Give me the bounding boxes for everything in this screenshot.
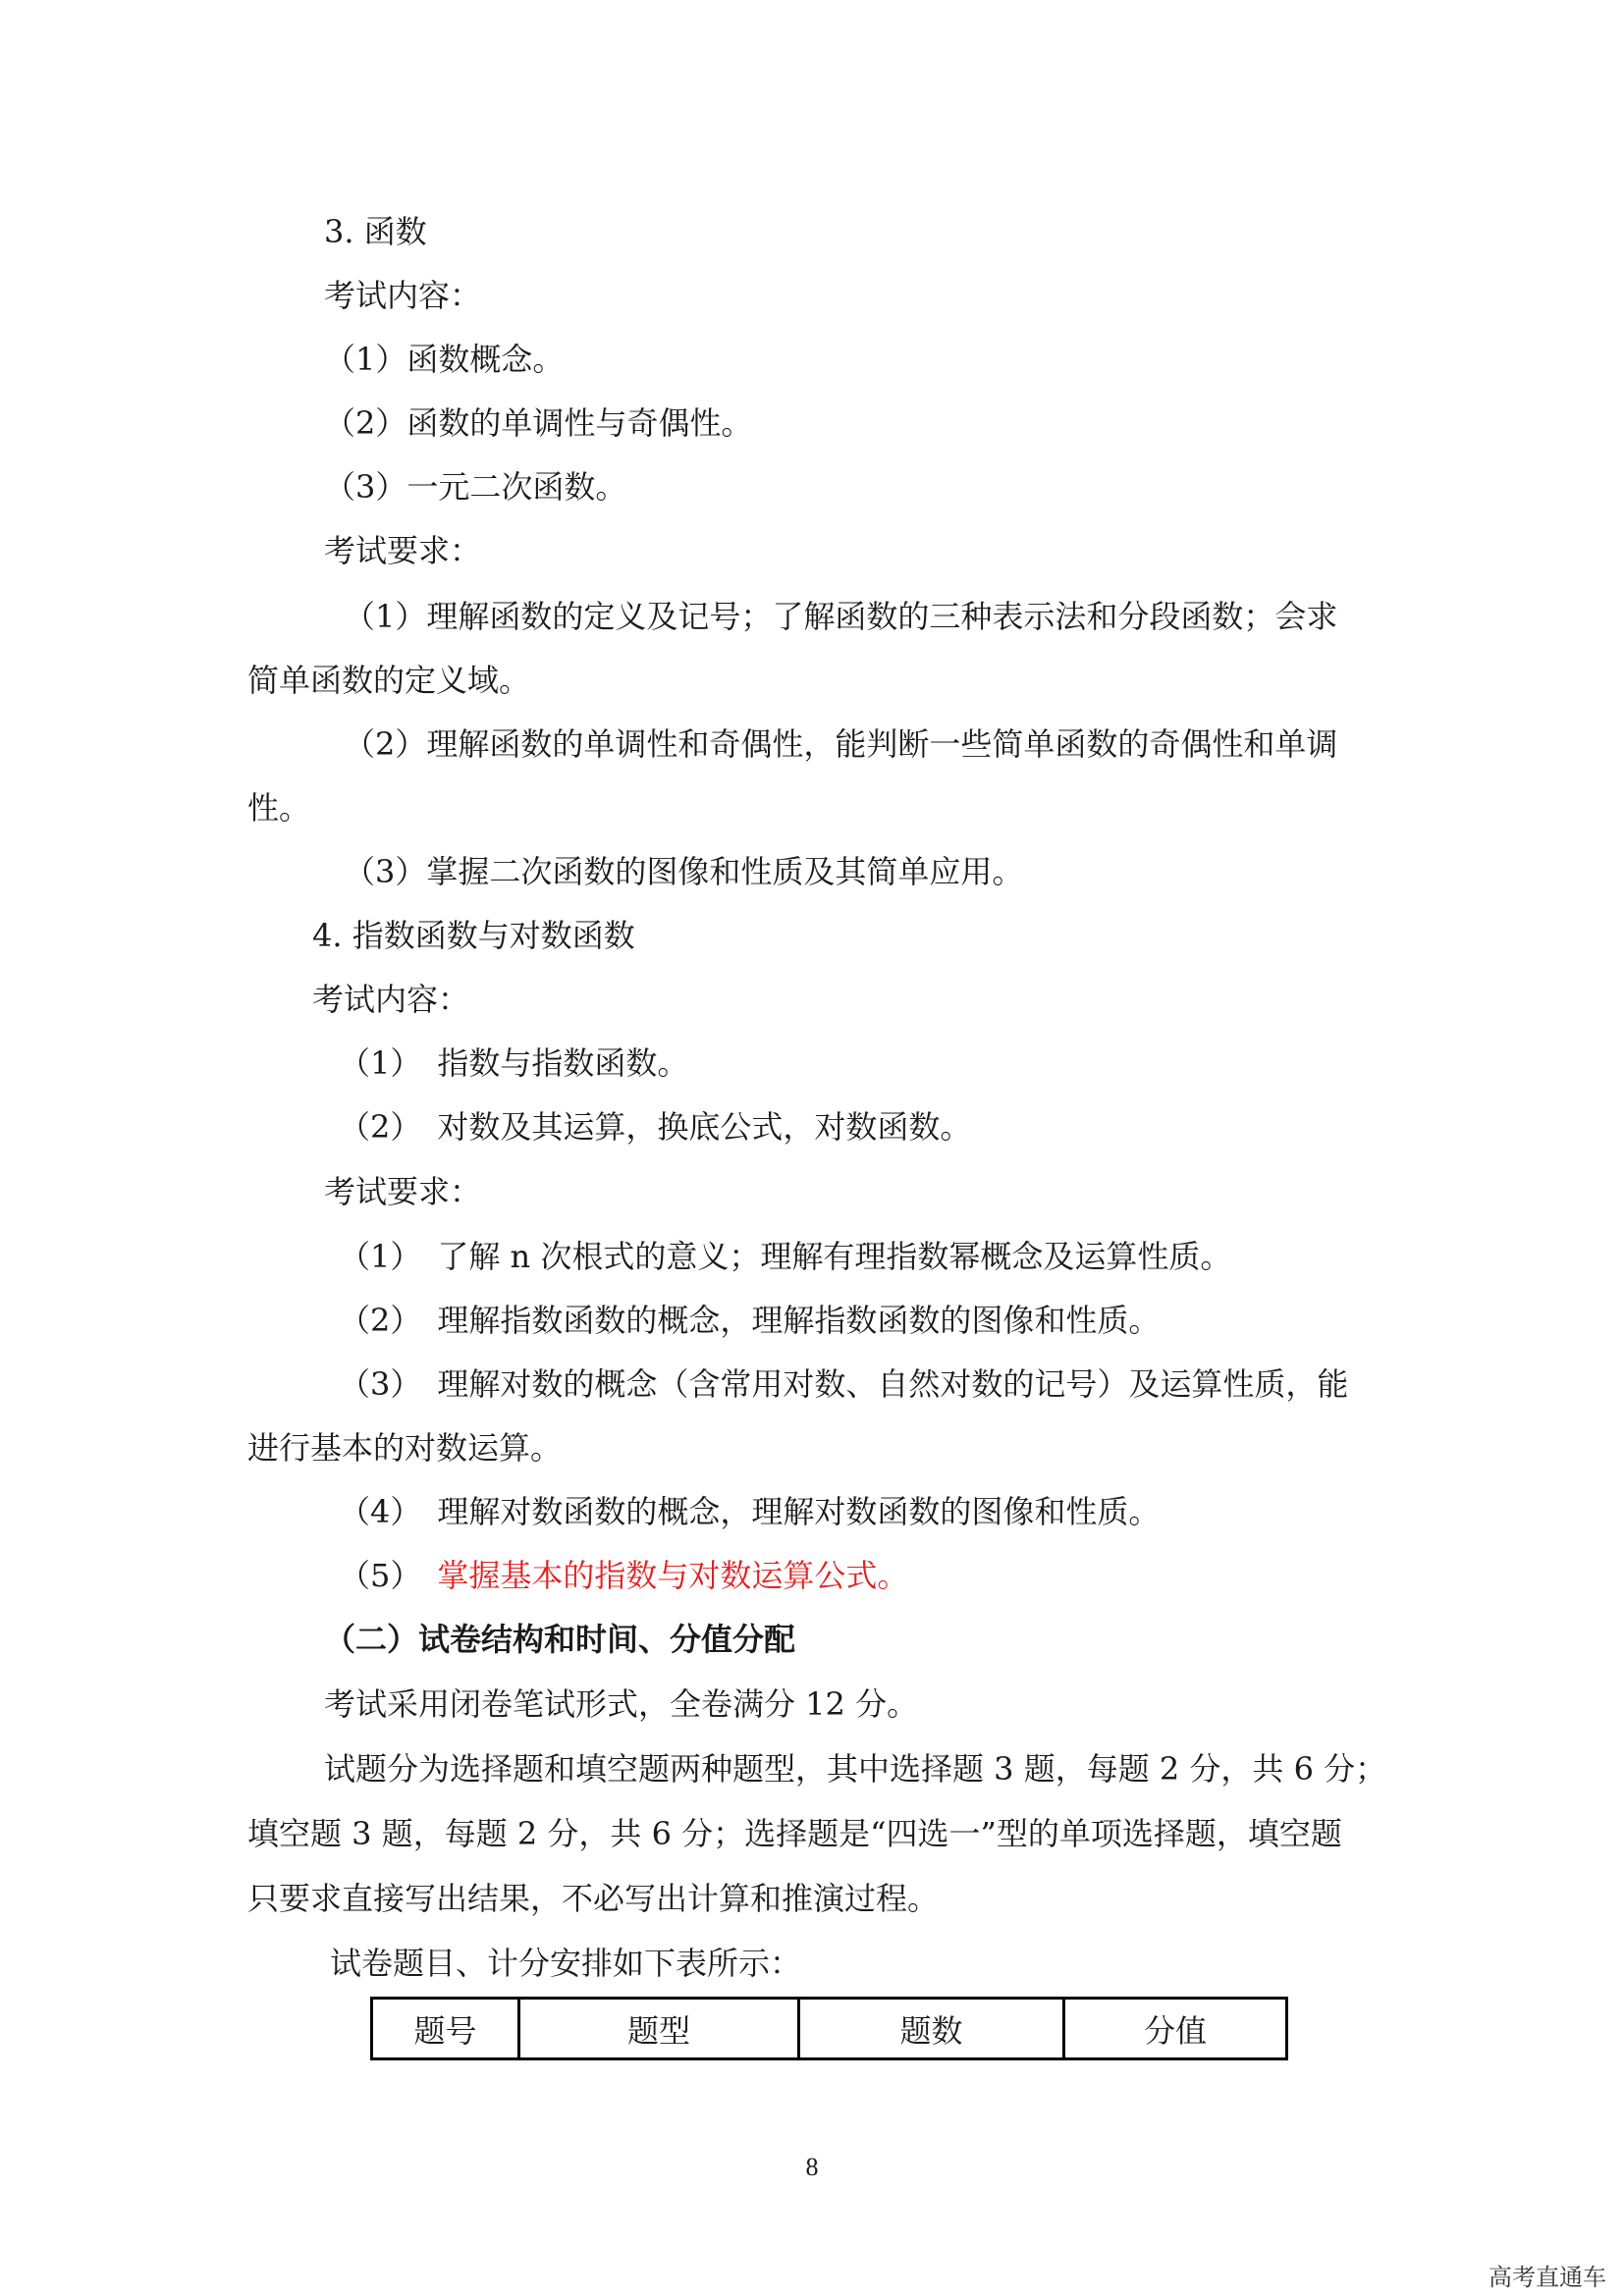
- table-caption: 试卷题目、计分安排如下表所示：: [330, 1945, 802, 1982]
- requirement-item: （2） 理解指数函数的概念，理解指数函数的图像和性质。: [339, 1302, 1161, 1339]
- exam-content-label: 考试内容：: [324, 277, 482, 314]
- section-heading-structure: （二）试卷结构和时间、分值分配: [324, 1621, 796, 1658]
- requirement-item: （3） 理解对数的概念（含常用对数、自然对数的记号）及运算性质，能: [339, 1365, 1349, 1403]
- content-item: （3）一元二次函数。: [324, 468, 627, 506]
- paragraph-line: 只要求直接写出结果，不必写出计算和推演过程。: [247, 1880, 940, 1917]
- score-table: [370, 1997, 1288, 2060]
- section-heading-functions: 3. 函数: [324, 213, 427, 250]
- requirement-item-continued: 简单函数的定义域。: [247, 662, 531, 699]
- watermark-text: 高考直通车: [1489, 2264, 1606, 2291]
- content-item: （1） 指数与指数函数。: [339, 1044, 689, 1082]
- table-header-cell: 题数: [799, 1999, 1064, 2059]
- requirement-item: （1）理解函数的定义及记号；了解函数的三种表示法和分段函数；会求: [344, 598, 1338, 635]
- exam-content-label: 考试内容：: [312, 981, 470, 1018]
- requirement-item-continued: 性。: [247, 789, 311, 827]
- paragraph-line: 考试采用闭卷笔试形式，全卷满分 12 分。: [324, 1685, 919, 1723]
- requirement-item: （3）掌握二次函数的图像和性质及其简单应用。: [344, 853, 1024, 890]
- table-header-cell: 题号: [372, 1999, 519, 2059]
- section-heading-exp-log: 4. 指数函数与对数函数: [312, 917, 635, 954]
- content-item: （2） 对数及其运算，换底公式，对数函数。: [339, 1108, 972, 1146]
- highlighted-text: 掌握基本的指数与对数运算公式。: [437, 1557, 909, 1594]
- paragraph-line: 填空题 3 题，每题 2 分，共 6 分；选择题是“四选一”型的单项选择题，填空题: [247, 1815, 1342, 1852]
- requirement-item: （2）理解函数的单调性和奇偶性，能判断一些简单函数的奇偶性和单调: [344, 725, 1338, 763]
- page-number: 8: [805, 2153, 819, 2181]
- table-header-row: [372, 1999, 1287, 2059]
- content-item: （1）函数概念。: [324, 341, 565, 378]
- requirement-item: （1） 了解 n 次根式的意义；理解有理指数幂概念及运算性质。: [339, 1238, 1232, 1275]
- requirement-item: （4） 理解对数函数的概念，理解对数函数的图像和性质。: [339, 1493, 1161, 1530]
- item-number: （5）: [339, 1557, 438, 1594]
- requirement-item-continued: 进行基本的对数运算。: [247, 1429, 563, 1467]
- table-header-cell: 题型: [519, 1999, 799, 2059]
- exam-requirement-label: 考试要求：: [324, 532, 482, 569]
- exam-requirement-label: 考试要求：: [324, 1173, 482, 1210]
- content-item: （2）函数的单调性与奇偶性。: [324, 404, 753, 442]
- paragraph-line: 试题分为选择题和填空题两种题型，其中选择题 3 题，每题 2 分，共 6 分；: [324, 1750, 1387, 1788]
- requirement-item-highlighted: [339, 1557, 909, 1594]
- table-header-cell: 分值: [1064, 1999, 1287, 2059]
